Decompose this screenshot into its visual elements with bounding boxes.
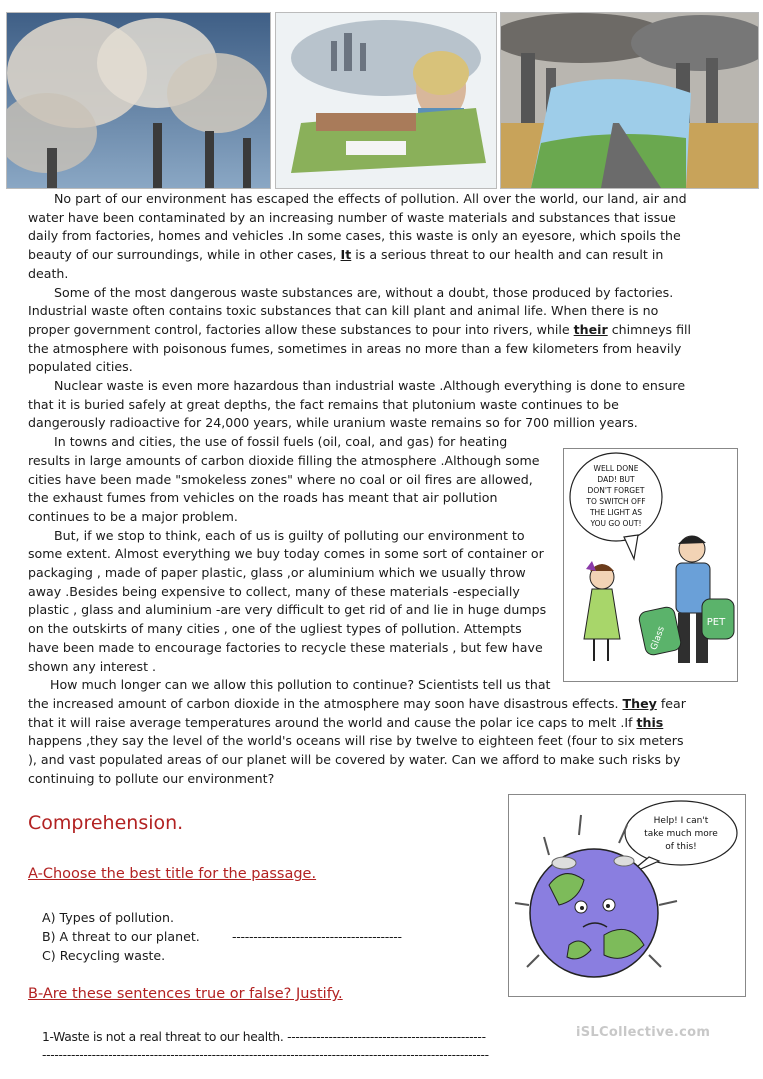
earth-speech-line-2: take much more [644, 829, 718, 839]
paragraph-1-text-b: is a serious threat to our health and can result in death. [28, 247, 664, 281]
earth-speech-line-1: Help! I can't [653, 816, 709, 826]
paragraph-2-text-b: chimneys fill the atmosphere with poisonous fumes, sometimes in areas no more than a few kilometers from heavily populated cities. [28, 321, 692, 375]
speech-line-6: YOU GO OUT! [590, 519, 642, 528]
true-false-item-1-answer-line[interactable]: ------------------------------------------------------------------------------------------------------------ [42, 1048, 489, 1062]
option-a[interactable]: A) Types of pollution. [42, 910, 174, 925]
option-b[interactable]: B) A threat to our planet. [42, 929, 200, 944]
bag-label-pet: PET [706, 617, 726, 628]
reference-word-they: They [622, 695, 657, 711]
option-c[interactable]: C) Recycling waste. [42, 948, 166, 963]
answer-line-a[interactable]: ---------------------------------------- [232, 929, 402, 944]
paragraph-6-line-1: How much longer can we allow this pollution to continue? Scientists tell us that [50, 677, 551, 693]
speech-line-1: WELL DONE [593, 464, 639, 473]
reference-word-it: It [340, 247, 352, 263]
paragraph-6 [28, 676, 693, 788]
paragraph-6-text-a: the increased amount of carbon dioxide in the atmosphere may soon have disastrous effects. [28, 695, 623, 711]
paragraph-1 [28, 190, 693, 284]
paragraph-6-text-c: happens ,they say the level of the world's oceans will rise by twelve to eighteen feet (four to six meters ), and vast populated areas of our planet will be covered by water. Can we afford to make such risks by continuing to pollute our environment? [28, 733, 684, 786]
reference-word-this: this [636, 714, 664, 730]
earth-speech-line-3: of this! [665, 842, 697, 852]
reference-word-their: their [573, 321, 608, 337]
paragraph-3: Nuclear waste is even more hazardous than industrial waste .Although everything is done to ensure that it is buried safely at great depths, the fact remains that plutonium waste continues to be dangerously radioactive for 24,000 years, while uranium waste remains so for 700 million years. [28, 378, 686, 431]
speech-line-2: DAD! BUT [597, 475, 635, 484]
comprehension-title: Comprehension. [28, 812, 184, 834]
paragraph-1-text-a: No part of our environment has escaped the effects of pollution. All over the world, our land, air and water have been contaminated by an increasing number of waste materials and substances that issue daily from factories, homes and vehicles .In some cases, this waste is only an eyesore, which spoils the beauty of our surroundings, while in other cases, [28, 191, 687, 263]
speech-line-4: TO SWITCH OFF [586, 497, 646, 506]
section-a-heading: A-Choose the best title for the passage. [28, 866, 317, 882]
photo-factory-road [500, 12, 759, 189]
photo-smokestacks [6, 12, 271, 189]
bag-label-glass: Glass [649, 625, 667, 652]
paragraph-5: But, if we stop to think, each of us is guilty of polluting our environment to some extent. Almost everything we buy today comes in some sort of container or packaging , made of paper plastic, glass ,or aluminium which we usually throw away .Besides being expensive to collect, many of these materials -especially plastic , glass and aluminium -are very difficult to get rid of and lie in huge dumps on the outskirts of many cities , one of the ugliest types of pollution. Attempts have been made to encourage factories to recycle these materials , but few have shown any interest . [28, 527, 547, 674]
speech-line-5: THE LIGHT AS [589, 508, 643, 517]
photo-girl-city [275, 12, 497, 189]
cartoon-earth [508, 794, 746, 997]
paragraph-2-text-a: Some of the most dangerous waste substances are, without a doubt, those produced by factories. Industrial waste often contains toxic substances that can kill plant and animal life. When there is no proper government control, factories allow these substances to pour into rivers, while [28, 284, 674, 337]
watermark: iSLCollective.com [576, 1025, 711, 1040]
section-b-heading: B-Are these sentences true or false? Justify. [28, 986, 343, 1002]
true-false-item-1[interactable]: 1-Waste is not a real threat to our health. ------------------------------------------------ [42, 1030, 486, 1044]
paragraph-4: In towns and cities, the use of fossil fuels (oil, coal, and gas) for heating results in large amounts of carbon dioxide filling the atmosphere .Although some cities have been made "smokeless zones" where no coal or oil fires are allowed, the exhaust fumes from vehicles on the roads has meant that air pollution continues to be a major problem. [28, 434, 540, 524]
paragraph-6-text-b: fear that it will raise average temperatures around the world and cause the polar ice caps to melt .If [28, 695, 686, 730]
paragraph-2 [28, 284, 693, 378]
speech-line-3: DON'T FORGET [587, 486, 645, 495]
cartoon-recycling [563, 448, 738, 682]
